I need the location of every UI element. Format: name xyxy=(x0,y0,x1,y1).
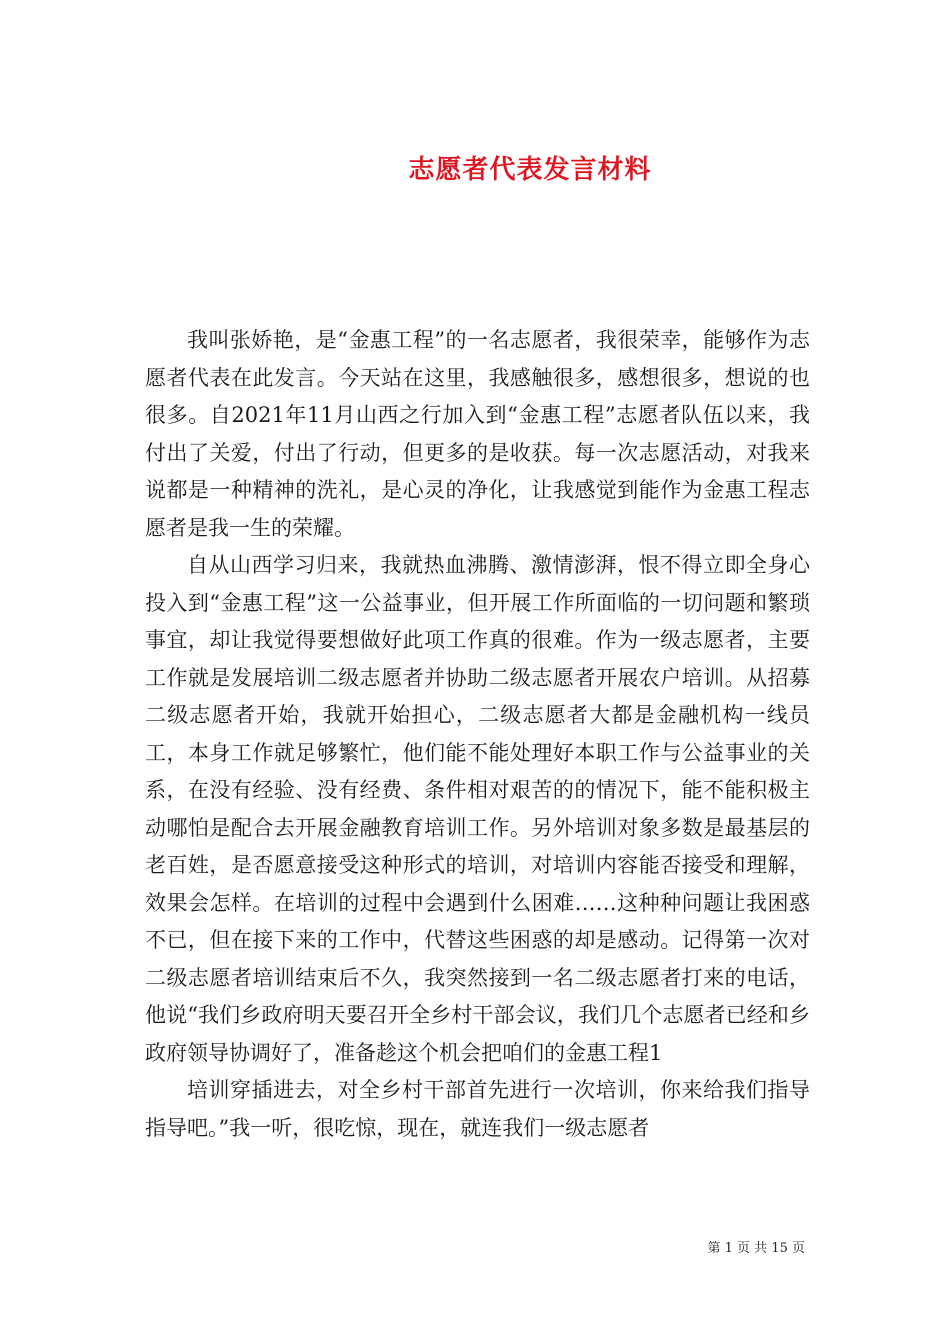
paragraph-1: 我叫张娇艳，是“金惠工程”的一名志愿者，我很荣幸，能够作为志愿者代表在此发言。今天站在这里，我感触很多，感想很多，想说的也很多。自2021年11月山西之行加入到“金惠工程”志愿者队伍以来，我付出了关爱，付出了行动，但更多的是收获。每一次志愿活动，对我来说都是一种精神的洗礼，是心灵的净化，让我感觉到能作为金惠工程志愿者是我一生的荣耀。 xyxy=(145,328,810,540)
page-title: 志愿者代表发言材料 xyxy=(408,155,652,186)
page-number: 第 1 页 共 15 页 xyxy=(707,1241,805,1256)
paragraph-2: 自从山西学习归来，我就热血沸腾、激情澎湃，恨不得立即全身心投入到“金惠工程”这一公益事业，但开展工作所面临的一切问题和繁琐事宜，却让我觉得要想做好此项工作真的很难。作为一级志愿者，主要工作就是发展培训二级志愿者并协助二级志愿者开展农户培训。从招募二级志愿者开始，我就开始担心，二级志愿者大都是金融机构一线员工，本身工作就足够繁忙，他们能不能处理好本职工作与公益事业的关系，在没有经验、没有经费、条件相对艰苦的的情况下，能不能积极主动哪怕是配合去开展金融教育培训工作。另外培训对象多数是最基层的老百姓，是否愿意接受这种形式的培训，对培训内容能否接受和理解，效果会怎样。在培训的过程中会遇到什么困难……这种种问题让我困惑不已，但在接下来的工作中，代替这些困惑的却是感动。记得第一次对二级志愿者培训结束后不久，我突然接到一名二级志愿者打来的电话，他说“我们乡政府明天要召开全乡村干部会议，我们几个志愿者已经和乡政府领导协调好了，准备趁这个机会把咱们的金惠工程1 xyxy=(145,553,810,1065)
paragraph-3: 培训穿插进去，对全乡村干部首先进行一次培训，你来给我们指导指导吧。”我一听，很吃惊，现在，就连我们一级志愿者 xyxy=(145,1078,810,1140)
body-text xyxy=(145,322,810,1147)
